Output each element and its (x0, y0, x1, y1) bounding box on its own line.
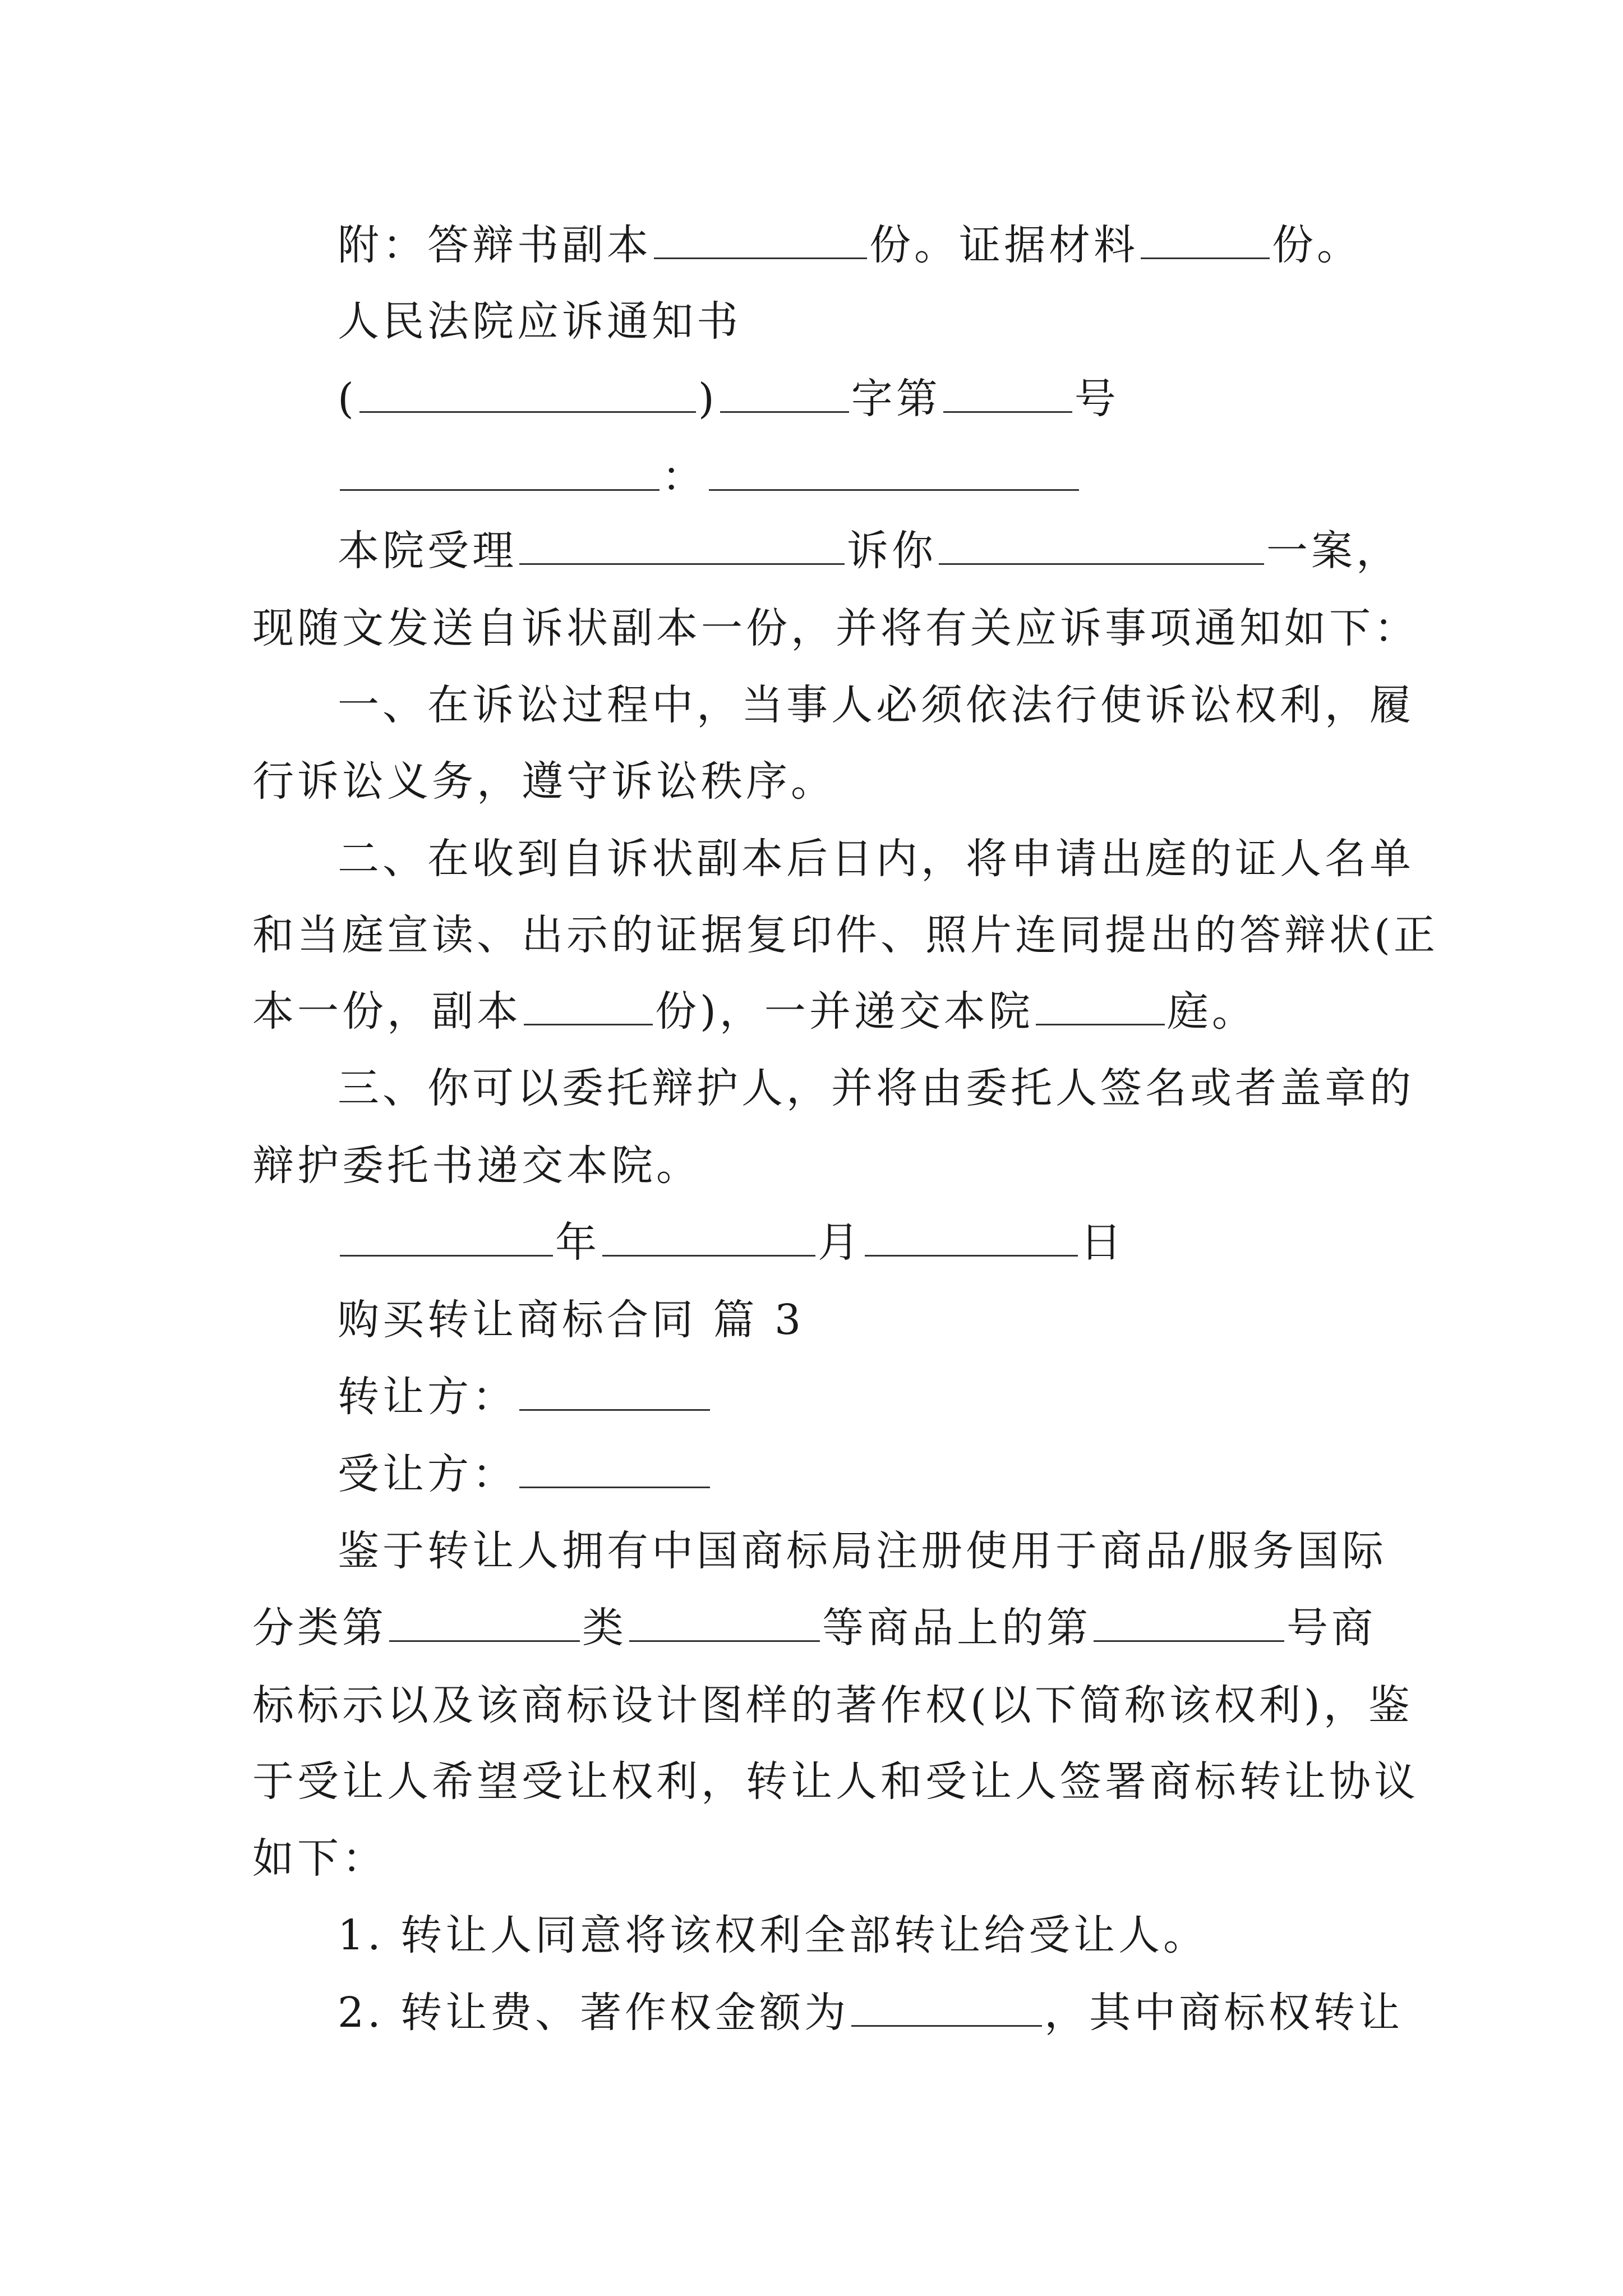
preamble-line-5: 如下： (252, 1834, 387, 1883)
open-paren: ( (338, 375, 357, 423)
clause-two (338, 1985, 1476, 2041)
case-number-line (338, 371, 1476, 427)
item-two-line-2: 和当庭宣读、出示的证据复印件、照片连同提出的答辩状(正 (252, 911, 1438, 959)
submit-label: 份)，一并递交本院 (655, 987, 1034, 1036)
class-label: 分类第 (252, 1604, 387, 1652)
transferor-blank (519, 1371, 710, 1411)
preamble-line-2 (252, 1600, 1391, 1656)
attachment-label: 附：答辩书副本 (338, 221, 652, 269)
notice-title: 人民法院应诉通知书 (338, 297, 741, 346)
section-title: 购买转让商标合同 篇 3 (338, 1296, 805, 1344)
fee-label: 2. 转让费、著作权金额为 (338, 1989, 850, 2037)
case-cause-blank (939, 525, 1264, 565)
class-unit: 类 (582, 1604, 627, 1652)
class-blank-2 (629, 1602, 820, 1642)
acceptance-line (338, 523, 1476, 579)
acceptance-continued: 现随文发送自诉状副本一份，并将有关应诉事项通知如下： (252, 604, 1419, 652)
registration-number-blank (1094, 1602, 1284, 1642)
sue-you-label: 诉你 (847, 527, 937, 575)
one-case-label: 一案， (1266, 527, 1401, 575)
number-unit: 号商 (1287, 1604, 1376, 1652)
item-one-line-2: 行诉讼义务，遵守诉讼秩序。 (252, 757, 836, 806)
addressee-line (338, 449, 1476, 505)
class-blank-1 (389, 1602, 580, 1642)
preamble-line-1: 鉴于转让人拥有中国商标局注册使用于商品/服务国际 (338, 1527, 1387, 1575)
item-three-line-2: 辩护委托书递交本院。 (252, 1142, 701, 1190)
addressee-blank (340, 451, 660, 491)
addressee-colon: ： (662, 453, 707, 501)
case-seq-blank (943, 373, 1072, 413)
transferor-line (338, 1369, 1476, 1425)
year-label: 年 (555, 1218, 600, 1267)
item-two-line-1: 二、在收到自诉状副本后日内，将申请出庭的证人名单 (338, 835, 1414, 883)
attachment-line (338, 217, 1476, 273)
fee-blank (851, 1987, 1042, 2027)
transferee-blank (519, 1448, 710, 1488)
copy-label: 本一份，副本 (252, 987, 522, 1036)
month-label: 月 (818, 1218, 863, 1267)
evidence-blank (1141, 219, 1270, 259)
case-type-blank (720, 373, 849, 413)
transferee-label: 受让方： (338, 1450, 517, 1498)
court-division-blank (1036, 986, 1165, 1025)
transferee-line (338, 1446, 1476, 1502)
copy-count-blank (524, 986, 653, 1025)
copies-unit: 份。 (1272, 221, 1362, 269)
division-unit: 庭。 (1166, 987, 1257, 1036)
item-three-line-1: 三、你可以委托辩护人，并将由委托人签名或者盖章的 (338, 1064, 1414, 1112)
acceptance-label: 本院受理 (338, 527, 517, 575)
clause-one: 1. 转让人同意将该权利全部转让给受让人。 (338, 1911, 1209, 1959)
plaintiff-blank (519, 525, 845, 565)
month-blank (602, 1217, 815, 1257)
transferor-label: 转让方： (338, 1373, 517, 1421)
court-name-blank (359, 373, 696, 413)
preamble-line-3: 标标示以及该商标设计图样的著作权(以下简称该权利)，鉴 (252, 1681, 1413, 1729)
date-line (338, 1214, 1476, 1271)
day-label: 日 (1080, 1218, 1125, 1267)
copies-blank (654, 219, 867, 259)
case-number-unit: 号 (1074, 375, 1119, 423)
close-paren: ) (698, 375, 718, 423)
addressee-detail-blank (709, 451, 1079, 491)
case-word-label: 字第 (851, 375, 941, 423)
evidence-label: 份。证据材料 (869, 221, 1138, 269)
day-blank (865, 1217, 1078, 1257)
item-one-line-1: 一、在诉讼过程中，当事人必须依法行使诉讼权利，履 (338, 681, 1414, 729)
goods-label: 等商品上的第 (822, 1604, 1091, 1652)
preamble-line-4: 于受让人希望受让权利，转让人和受让人签署商标转让协议 (252, 1757, 1419, 1806)
item-two-line-3 (252, 983, 1391, 1039)
year-blank (340, 1217, 553, 1257)
trademark-fee-label: ，其中商标权转让 (1044, 1989, 1404, 2037)
